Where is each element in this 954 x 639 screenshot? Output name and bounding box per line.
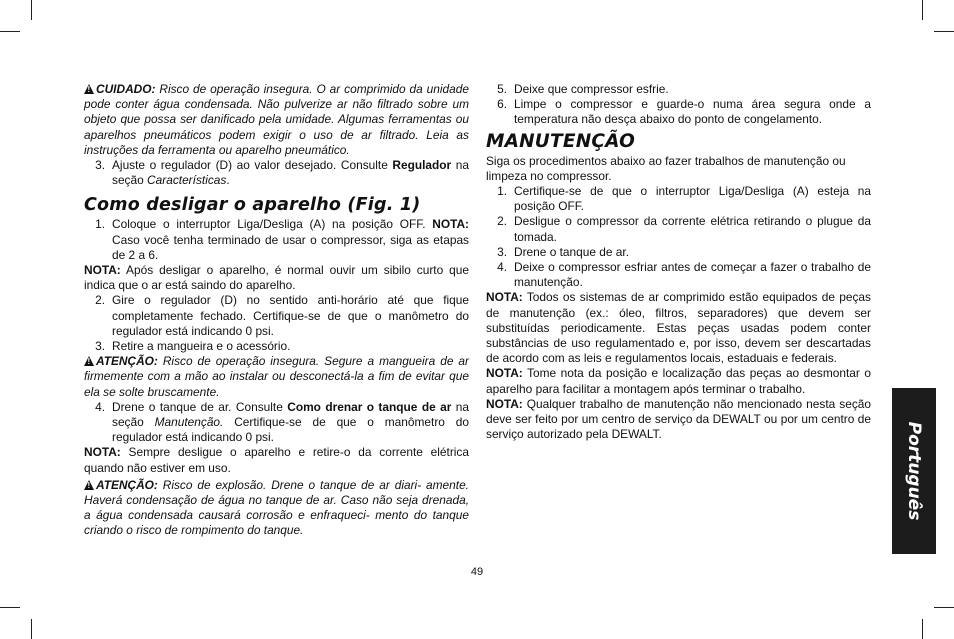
- crop-mark: [0, 31, 20, 32]
- note-paragraph: NOTA: Após desligar o aparelho, é normal ouvir um sibilo curto que indica que o ar está saindo do aparelho.: [84, 263, 469, 293]
- note-paragraph: NOTA: Sempre desligue o aparelho e retire-o da corrente elétrica quando não estiver em uso.: [84, 445, 469, 475]
- language-side-tab: [892, 388, 936, 554]
- caution-paragraph: !CUIDADO: Risco de operação insegura. O ar comprimido da unidade pode conter água condensada. Não pulverize ar não filtrado sobre um objeto que possa ser danificado pela umidade. Algumas ferramentas ou aparelhos pneumáticos podem exigir o uso de ar filtrado. Leia as instruções da ferramenta ou aparelho pneumático.: [84, 82, 469, 158]
- intro-paragraph: Siga os procedimentos abaixo ao fazer trabalhos de manutenção ou limpeza no compressor.: [486, 153, 846, 183]
- crop-mark: [934, 31, 954, 32]
- note-paragraph: NOTA: Qualquer trabalho de manutenção não mencionado nesta seção deve ser feito por um centro de serviço da DEWALT ou por um centro de serviço autorizado pela DEWALT.: [486, 396, 871, 442]
- left-column: [84, 82, 469, 539]
- list-item: 2. Gire o regulador (D) no sentido anti-horário até que fique completamente fechado. Certifique-se de que o manômetro do regulador está indicando 0 psi.: [95, 293, 469, 338]
- list-item: 1. Certifique-se de que o interruptor Liga/Desliga (A) esteja na posição OFF.: [497, 184, 871, 214]
- note-paragraph: NOTA: Tome nota da posição e localização das peças ao desmontar o aparelho para facilitar a montagem após terminar o trabalho.: [486, 366, 871, 396]
- warning-triangle-icon: [84, 84, 94, 94]
- list-item: 2. Desligue o compressor da corrente elétrica retirando o plugue da tomada.: [497, 214, 871, 244]
- crop-mark: [0, 607, 20, 608]
- list-item: 3. Drene o tanque de ar.: [497, 244, 630, 259]
- warning-paragraph: !ATENÇÃO: Risco de explosão. Drene o tanque de ar diari- amente. Haverá condensação de água no tanque de ar. Caso não seja drenada, a água condensada causará corrosão e enfraqueci- mento do tanque criando o risco de rompimento do tanque.: [84, 478, 469, 539]
- crop-mark: [31, 0, 32, 20]
- list-item: 3. Ajuste o regulador (D) ao valor desejado. Consulte Regulador na seção Características.: [95, 158, 469, 188]
- crop-mark: [31, 619, 32, 639]
- note-paragraph: NOTA: Todos os sistemas de ar comprimido estão equipados de peças de manutenção (ex.: óleo, filtros, separadores) que devem ser substituídas periodicamente. Estas peças usadas podem conter substâncias de uso regulamentado e, por isso, devem ser descartadas de acordo com as leis e regulamentos locais, estaduais e federais.: [486, 290, 871, 366]
- list-item: 5. Deixe que compressor esfrie.: [497, 82, 669, 96]
- section-heading: Como desligar o aparelho (Fig. 1): [84, 195, 421, 216]
- warning-triangle-icon: [84, 480, 94, 490]
- page-number: 49: [470, 566, 484, 578]
- list-item: 6. Limpe o compressor e guarde-o numa área segura onde a temperatura não desça abaixo do ponto de congelamento.: [497, 97, 871, 127]
- list-item: 3. Retire a mangueira e o acessório.: [95, 339, 291, 354]
- crop-mark: [934, 607, 954, 608]
- right-column: [486, 82, 871, 442]
- section-heading: MANUTENÇÃO: [486, 130, 636, 152]
- crop-mark: [922, 0, 923, 20]
- language-label: Português: [904, 421, 924, 521]
- warning-triangle-icon: [84, 356, 94, 366]
- crop-mark: [922, 619, 923, 639]
- list-item: 4. Drene o tanque de ar. Consulte Como drenar o tanque de ar na seção Manutenção. Certifique-se de que o manômetro do regulador está indicando 0 psi.: [95, 399, 469, 445]
- list-item: 4. Deixe o compressor esfriar antes de começar a fazer o trabalho de manutenção.: [497, 260, 871, 290]
- warning-paragraph: !ATENÇÃO: Risco de operação insegura. Segure a mangueira de ar firmemente com a mão ao instalar ou desconectá-la a fim de evitar que ela se solte bruscamente.: [84, 354, 469, 400]
- list-item: 1. Coloque o interruptor Liga/Desliga (A) na posição OFF. NOTA: Caso você tenha terminado de usar o compressor, siga as etapas de 2 a 6.: [95, 217, 469, 262]
